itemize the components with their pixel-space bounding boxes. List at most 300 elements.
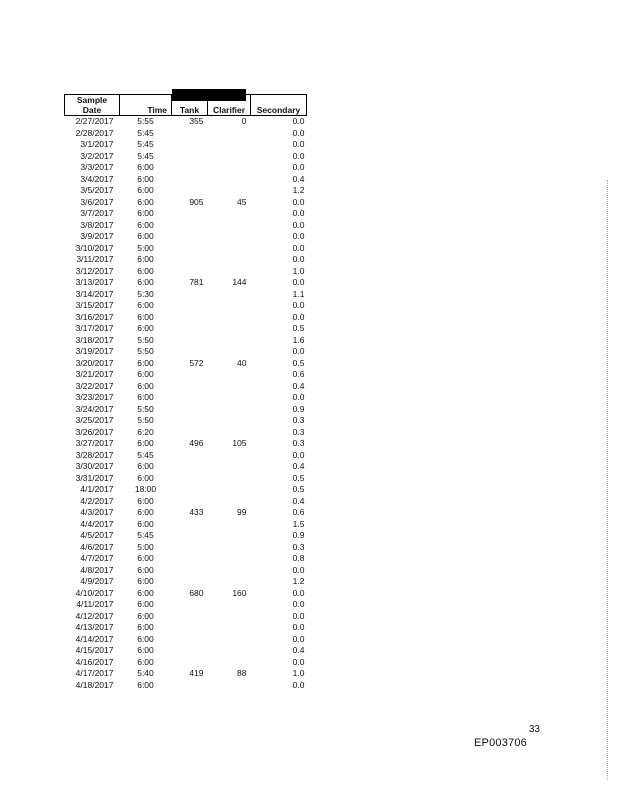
cell-date: 4/17/2017 xyxy=(75,668,114,678)
cell-tank xyxy=(172,381,208,393)
cell-secondary: 1.2 xyxy=(292,576,305,586)
cell-secondary: 0.9 xyxy=(292,403,305,414)
cell-secondary: 0.0 xyxy=(292,162,305,172)
table-row xyxy=(65,599,307,611)
cell-date: 3/13/2017 xyxy=(75,277,114,287)
table-row xyxy=(65,266,307,278)
table-row xyxy=(65,404,307,416)
cell-secondary: 0.3 xyxy=(292,438,305,448)
cell-clarifier xyxy=(208,208,251,220)
cell-date: 3/26/2017 xyxy=(75,426,114,437)
cell-time: 6:00 xyxy=(137,610,154,621)
cell-clarifier xyxy=(208,185,251,197)
cell-secondary: 0.4 xyxy=(292,495,305,506)
table-row xyxy=(65,519,307,531)
cell-time: 5:55 xyxy=(137,116,154,126)
table-row xyxy=(65,312,307,324)
table-row xyxy=(65,243,307,255)
cell-secondary: 0.3 xyxy=(292,541,305,552)
cell-date: 4/10/2017 xyxy=(75,587,114,598)
table-row xyxy=(65,622,307,634)
cell-time: 6:00 xyxy=(137,587,154,598)
cell-time: 6:00 xyxy=(137,300,154,310)
cell-time: 5:45 xyxy=(137,530,154,540)
cell-secondary: 0.0 xyxy=(292,242,305,253)
cell-time: 6:00 xyxy=(137,645,154,655)
cell-time: 6:00 xyxy=(137,357,154,368)
table-row xyxy=(65,323,307,335)
cell-tank: 572 xyxy=(189,357,204,368)
cell-date: 4/16/2017 xyxy=(75,656,114,667)
cell-tank xyxy=(172,657,208,669)
cell-date: 4/3/2017 xyxy=(80,507,114,517)
table-header-row xyxy=(65,95,307,116)
cell-secondary: 0.5 xyxy=(292,357,305,368)
cell-date: 3/7/2017 xyxy=(80,208,114,218)
cell-tank xyxy=(172,622,208,634)
cell-clarifier xyxy=(208,611,251,623)
table-row xyxy=(65,576,307,588)
cell-clarifier xyxy=(208,680,251,692)
cell-date: 3/10/2017 xyxy=(75,242,114,253)
cell-clarifier xyxy=(208,392,251,404)
cell-time: 6:00 xyxy=(137,507,154,517)
cell-date: 3/25/2017 xyxy=(75,415,114,425)
table-row xyxy=(65,358,307,370)
cell-time: 6:00 xyxy=(137,461,154,471)
table-row xyxy=(65,484,307,496)
table-row xyxy=(65,542,307,554)
cell-secondary: 0.4 xyxy=(292,380,305,391)
cell-tank: 433 xyxy=(189,507,204,517)
cell-secondary: 1.6 xyxy=(292,334,305,345)
cell-time: 18:00 xyxy=(134,484,157,494)
cell-clarifier xyxy=(208,254,251,266)
cell-tank xyxy=(172,404,208,416)
table-row xyxy=(65,507,307,519)
cell-secondary: 0.9 xyxy=(292,530,305,540)
cell-date: 4/11/2017 xyxy=(76,599,114,609)
cell-clarifier xyxy=(208,404,251,416)
header-clarifier: Clarifier xyxy=(208,95,251,116)
header-secondary: Secondary xyxy=(251,95,307,116)
cell-date: 2/28/2017 xyxy=(75,127,114,138)
table-row xyxy=(65,530,307,542)
page-number: 33 xyxy=(528,724,540,735)
cell-tank xyxy=(172,346,208,358)
cell-secondary: 0.0 xyxy=(292,656,305,667)
cell-date: 3/24/2017 xyxy=(75,403,114,414)
cell-date: 3/30/2017 xyxy=(75,461,114,471)
cell-secondary: 0.0 xyxy=(292,622,305,632)
cell-date: 3/14/2017 xyxy=(75,288,114,299)
cell-date: 3/3/2017 xyxy=(80,162,114,172)
cell-secondary: 0.0 xyxy=(292,346,305,356)
table-row xyxy=(65,496,307,508)
cell-time: 6:00 xyxy=(137,265,154,276)
table-row xyxy=(65,335,307,347)
cell-clarifier: 40 xyxy=(237,357,247,368)
cell-tank xyxy=(172,484,208,496)
cell-clarifier xyxy=(208,174,251,186)
cell-time: 6:00 xyxy=(137,438,154,448)
cell-tank xyxy=(172,496,208,508)
table-row xyxy=(65,415,307,427)
header-time: Time xyxy=(120,95,172,116)
cell-clarifier xyxy=(208,565,251,577)
cell-clarifier xyxy=(208,323,251,335)
cell-date: 3/19/2017 xyxy=(75,346,114,356)
table-row xyxy=(65,461,307,473)
cell-secondary: 0.0 xyxy=(292,599,305,609)
table-body xyxy=(65,116,307,692)
cell-time: 6:00 xyxy=(137,254,154,264)
table-row xyxy=(65,220,307,232)
cell-date: 4/13/2017 xyxy=(75,622,114,632)
cell-tank xyxy=(172,151,208,163)
cell-time: 5:50 xyxy=(137,334,154,345)
scan-edge-artifact xyxy=(607,180,609,780)
cell-secondary: 0.3 xyxy=(292,415,305,425)
cell-clarifier xyxy=(208,622,251,634)
cell-tank xyxy=(172,680,208,692)
cell-date: 4/15/2017 xyxy=(75,645,114,655)
cell-clarifier xyxy=(208,484,251,496)
table-row xyxy=(65,151,307,163)
cell-clarifier: 88 xyxy=(237,668,247,678)
table-row xyxy=(65,565,307,577)
header-sample-date: Sample Date xyxy=(65,95,120,116)
cell-time: 6:00 xyxy=(137,380,154,391)
cell-time: 5:00 xyxy=(137,541,154,552)
cell-clarifier xyxy=(208,151,251,163)
table-row xyxy=(65,588,307,600)
table-row xyxy=(65,116,307,128)
cell-clarifier xyxy=(208,231,251,243)
cell-date: 3/2/2017 xyxy=(80,150,114,161)
cell-tank xyxy=(172,415,208,427)
cell-tank xyxy=(172,392,208,404)
cell-time: 6:00 xyxy=(137,277,154,287)
cell-clarifier xyxy=(208,634,251,646)
header-tank-label: Tank xyxy=(179,105,200,115)
cell-clarifier xyxy=(208,542,251,554)
cell-time: 6:00 xyxy=(137,656,154,667)
cell-date: 4/5/2017 xyxy=(80,530,114,540)
sample-data-table xyxy=(64,94,307,691)
table-row xyxy=(65,369,307,381)
cell-secondary: 0.0 xyxy=(292,311,305,322)
cell-clarifier xyxy=(208,519,251,531)
cell-clarifier xyxy=(208,473,251,485)
cell-time: 5:45 xyxy=(137,127,154,138)
cell-time: 6:20 xyxy=(137,426,154,437)
cell-date: 2/27/2017 xyxy=(75,116,114,126)
table-row xyxy=(65,645,307,657)
cell-clarifier xyxy=(208,530,251,542)
table-row xyxy=(65,611,307,623)
cell-time: 6:00 xyxy=(137,185,154,195)
cell-tank xyxy=(172,611,208,623)
cell-time: 5:50 xyxy=(137,415,154,425)
table-row xyxy=(65,473,307,485)
cell-date: 3/28/2017 xyxy=(75,449,114,460)
cell-date: 3/23/2017 xyxy=(75,392,114,402)
cell-secondary: 1.0 xyxy=(292,265,305,276)
cell-secondary: 0.0 xyxy=(292,196,305,207)
cell-clarifier xyxy=(208,346,251,358)
cell-tank xyxy=(172,530,208,542)
cell-date: 3/18/2017 xyxy=(75,334,114,345)
cell-tank xyxy=(172,645,208,657)
table-row xyxy=(65,174,307,186)
cell-time: 6:00 xyxy=(137,311,154,322)
cell-date: 3/20/2017 xyxy=(75,357,114,368)
cell-tank xyxy=(172,599,208,611)
cell-tank xyxy=(172,128,208,140)
cell-secondary: 1.0 xyxy=(292,668,305,678)
cell-clarifier xyxy=(208,335,251,347)
cell-time: 6:00 xyxy=(137,564,154,575)
cell-time: 6:00 xyxy=(137,231,154,241)
cell-date: 4/8/2017 xyxy=(80,564,114,575)
cell-time: 6:00 xyxy=(137,162,154,172)
table-row xyxy=(65,381,307,393)
cell-date: 4/12/2017 xyxy=(75,610,114,621)
cell-tank: 781 xyxy=(189,277,204,287)
cell-time: 6:00 xyxy=(137,472,154,483)
cell-tank xyxy=(172,369,208,381)
table-row xyxy=(65,450,307,462)
cell-clarifier xyxy=(208,162,251,174)
cell-secondary: 0.0 xyxy=(292,300,305,310)
cell-secondary: 0.6 xyxy=(292,507,305,517)
cell-secondary: 0.0 xyxy=(292,116,305,126)
cell-secondary: 0.0 xyxy=(292,587,305,598)
cell-tank xyxy=(172,220,208,232)
cell-time: 6:00 xyxy=(137,576,154,586)
cell-tank xyxy=(172,243,208,255)
cell-time: 5:45 xyxy=(137,139,154,149)
cell-secondary: 1.2 xyxy=(292,185,305,195)
cell-secondary: 0.0 xyxy=(292,150,305,161)
cell-secondary: 0.0 xyxy=(292,449,305,460)
cell-clarifier xyxy=(208,450,251,462)
cell-time: 6:00 xyxy=(137,196,154,207)
cell-time: 6:00 xyxy=(137,679,154,690)
cell-date: 4/18/2017 xyxy=(75,679,114,690)
cell-clarifier xyxy=(208,128,251,140)
table-row xyxy=(65,289,307,301)
cell-time: 6:00 xyxy=(137,518,154,529)
cell-clarifier xyxy=(208,553,251,565)
table-row xyxy=(65,668,307,680)
cell-time: 6:00 xyxy=(137,392,154,402)
cell-tank xyxy=(172,576,208,588)
cell-secondary: 1.1 xyxy=(292,288,305,299)
cell-secondary: 0.4 xyxy=(292,173,305,184)
header-tank xyxy=(172,95,208,116)
cell-secondary: 0.5 xyxy=(292,472,305,483)
cell-tank xyxy=(172,185,208,197)
cell-tank: 419 xyxy=(189,668,204,678)
table-row xyxy=(65,162,307,174)
table-row xyxy=(65,139,307,151)
cell-clarifier xyxy=(208,576,251,588)
cell-clarifier xyxy=(208,300,251,312)
cell-clarifier xyxy=(208,369,251,381)
table-row xyxy=(65,634,307,646)
cell-time: 6:00 xyxy=(137,208,154,218)
cell-date: 3/15/2017 xyxy=(75,300,114,310)
cell-clarifier xyxy=(208,415,251,427)
table-row xyxy=(65,553,307,565)
cell-time: 5:50 xyxy=(137,403,154,414)
cell-clarifier xyxy=(208,243,251,255)
table-row xyxy=(65,392,307,404)
cell-date: 3/17/2017 xyxy=(75,323,114,333)
cell-tank xyxy=(172,231,208,243)
cell-date: 3/22/2017 xyxy=(75,380,114,391)
cell-date: 3/6/2017 xyxy=(80,196,114,207)
cell-tank xyxy=(172,162,208,174)
cell-clarifier xyxy=(208,381,251,393)
cell-secondary: 0.5 xyxy=(292,484,305,494)
cell-date: 3/16/2017 xyxy=(75,311,114,322)
cell-clarifier xyxy=(208,266,251,278)
table-row xyxy=(65,346,307,358)
cell-clarifier xyxy=(208,657,251,669)
cell-date: 3/11/2017 xyxy=(76,254,114,264)
cell-clarifier xyxy=(208,312,251,324)
cell-tank xyxy=(172,139,208,151)
table-row xyxy=(65,197,307,209)
cell-secondary: 0.8 xyxy=(292,553,305,563)
cell-date: 4/9/2017 xyxy=(80,576,114,586)
cell-secondary: 0.0 xyxy=(292,610,305,621)
cell-date: 4/1/2017 xyxy=(80,484,114,494)
cell-tank xyxy=(172,208,208,220)
cell-date: 4/14/2017 xyxy=(75,633,114,644)
cell-tank xyxy=(172,519,208,531)
cell-tank xyxy=(172,473,208,485)
bates-number: EP003706 xyxy=(474,737,527,749)
cell-tank xyxy=(172,323,208,335)
cell-time: 5:45 xyxy=(137,150,154,161)
table-row xyxy=(65,208,307,220)
cell-time: 6:00 xyxy=(137,369,154,379)
cell-time: 5:50 xyxy=(137,346,154,356)
cell-tank xyxy=(172,565,208,577)
cell-clarifier: 45 xyxy=(237,196,247,207)
cell-date: 4/7/2017 xyxy=(80,553,114,563)
cell-date: 3/4/2017 xyxy=(80,173,114,184)
cell-tank xyxy=(172,634,208,646)
cell-clarifier xyxy=(208,289,251,301)
cell-tank xyxy=(172,553,208,565)
cell-clarifier: 105 xyxy=(232,438,247,448)
cell-tank xyxy=(172,174,208,186)
cell-secondary: 0.0 xyxy=(292,231,305,241)
cell-clarifier xyxy=(208,139,251,151)
cell-tank xyxy=(172,335,208,347)
cell-secondary: 0.3 xyxy=(292,426,305,437)
cell-time: 5:00 xyxy=(137,242,154,253)
cell-clarifier xyxy=(208,496,251,508)
cell-secondary: 0.0 xyxy=(292,219,305,230)
cell-tank: 496 xyxy=(189,438,204,448)
cell-time: 6:00 xyxy=(137,219,154,230)
cell-tank xyxy=(172,289,208,301)
table-row xyxy=(65,438,307,450)
cell-tank: 680 xyxy=(189,587,204,598)
cell-secondary: 0.4 xyxy=(292,461,305,471)
cell-time: 6:00 xyxy=(137,599,154,609)
cell-time: 6:00 xyxy=(137,622,154,632)
cell-tank: 905 xyxy=(189,196,204,207)
cell-tank xyxy=(172,312,208,324)
cell-secondary: 0.0 xyxy=(292,127,305,138)
cell-time: 6:00 xyxy=(137,633,154,644)
table-row xyxy=(65,277,307,289)
cell-tank xyxy=(172,254,208,266)
cell-secondary: 0.0 xyxy=(292,208,305,218)
cell-time: 6:00 xyxy=(137,553,154,563)
cell-time: 5:30 xyxy=(137,288,154,299)
cell-clarifier xyxy=(208,645,251,657)
cell-secondary: 0.0 xyxy=(292,254,305,264)
cell-date: 3/27/2017 xyxy=(75,438,114,448)
cell-time: 5:40 xyxy=(137,668,154,678)
cell-secondary: 0.4 xyxy=(292,645,305,655)
cell-secondary: 1.5 xyxy=(292,518,305,529)
cell-secondary: 0.0 xyxy=(292,679,305,690)
cell-secondary: 0.0 xyxy=(292,633,305,644)
cell-secondary: 0.6 xyxy=(292,369,305,379)
cell-tank xyxy=(172,266,208,278)
cell-clarifier xyxy=(208,599,251,611)
cell-time: 6:00 xyxy=(137,173,154,184)
cell-date: 4/4/2017 xyxy=(80,518,114,529)
cell-tank xyxy=(172,461,208,473)
cell-date: 3/31/2017 xyxy=(75,472,114,483)
cell-tank xyxy=(172,450,208,462)
cell-date: 3/21/2017 xyxy=(75,369,114,379)
cell-secondary: 0.0 xyxy=(292,392,305,402)
table-row xyxy=(65,657,307,669)
table-row xyxy=(65,185,307,197)
cell-date: 3/5/2017 xyxy=(80,185,114,195)
cell-secondary: 0.0 xyxy=(292,564,305,575)
cell-clarifier xyxy=(208,461,251,473)
cell-secondary: 0.0 xyxy=(292,139,305,149)
cell-clarifier xyxy=(208,427,251,439)
table-row xyxy=(65,254,307,266)
cell-tank xyxy=(172,300,208,312)
cell-clarifier: 160 xyxy=(232,587,247,598)
table-row xyxy=(65,128,307,140)
cell-tank: 355 xyxy=(189,116,204,126)
table-row xyxy=(65,231,307,243)
table-row xyxy=(65,427,307,439)
cell-time: 6:00 xyxy=(137,323,154,333)
cell-date: 4/2/2017 xyxy=(80,495,114,506)
redaction-bar xyxy=(172,89,246,101)
cell-clarifier xyxy=(208,220,251,232)
cell-tank xyxy=(172,542,208,554)
cell-secondary: 0.5 xyxy=(292,323,305,333)
cell-date: 3/9/2017 xyxy=(80,231,114,241)
